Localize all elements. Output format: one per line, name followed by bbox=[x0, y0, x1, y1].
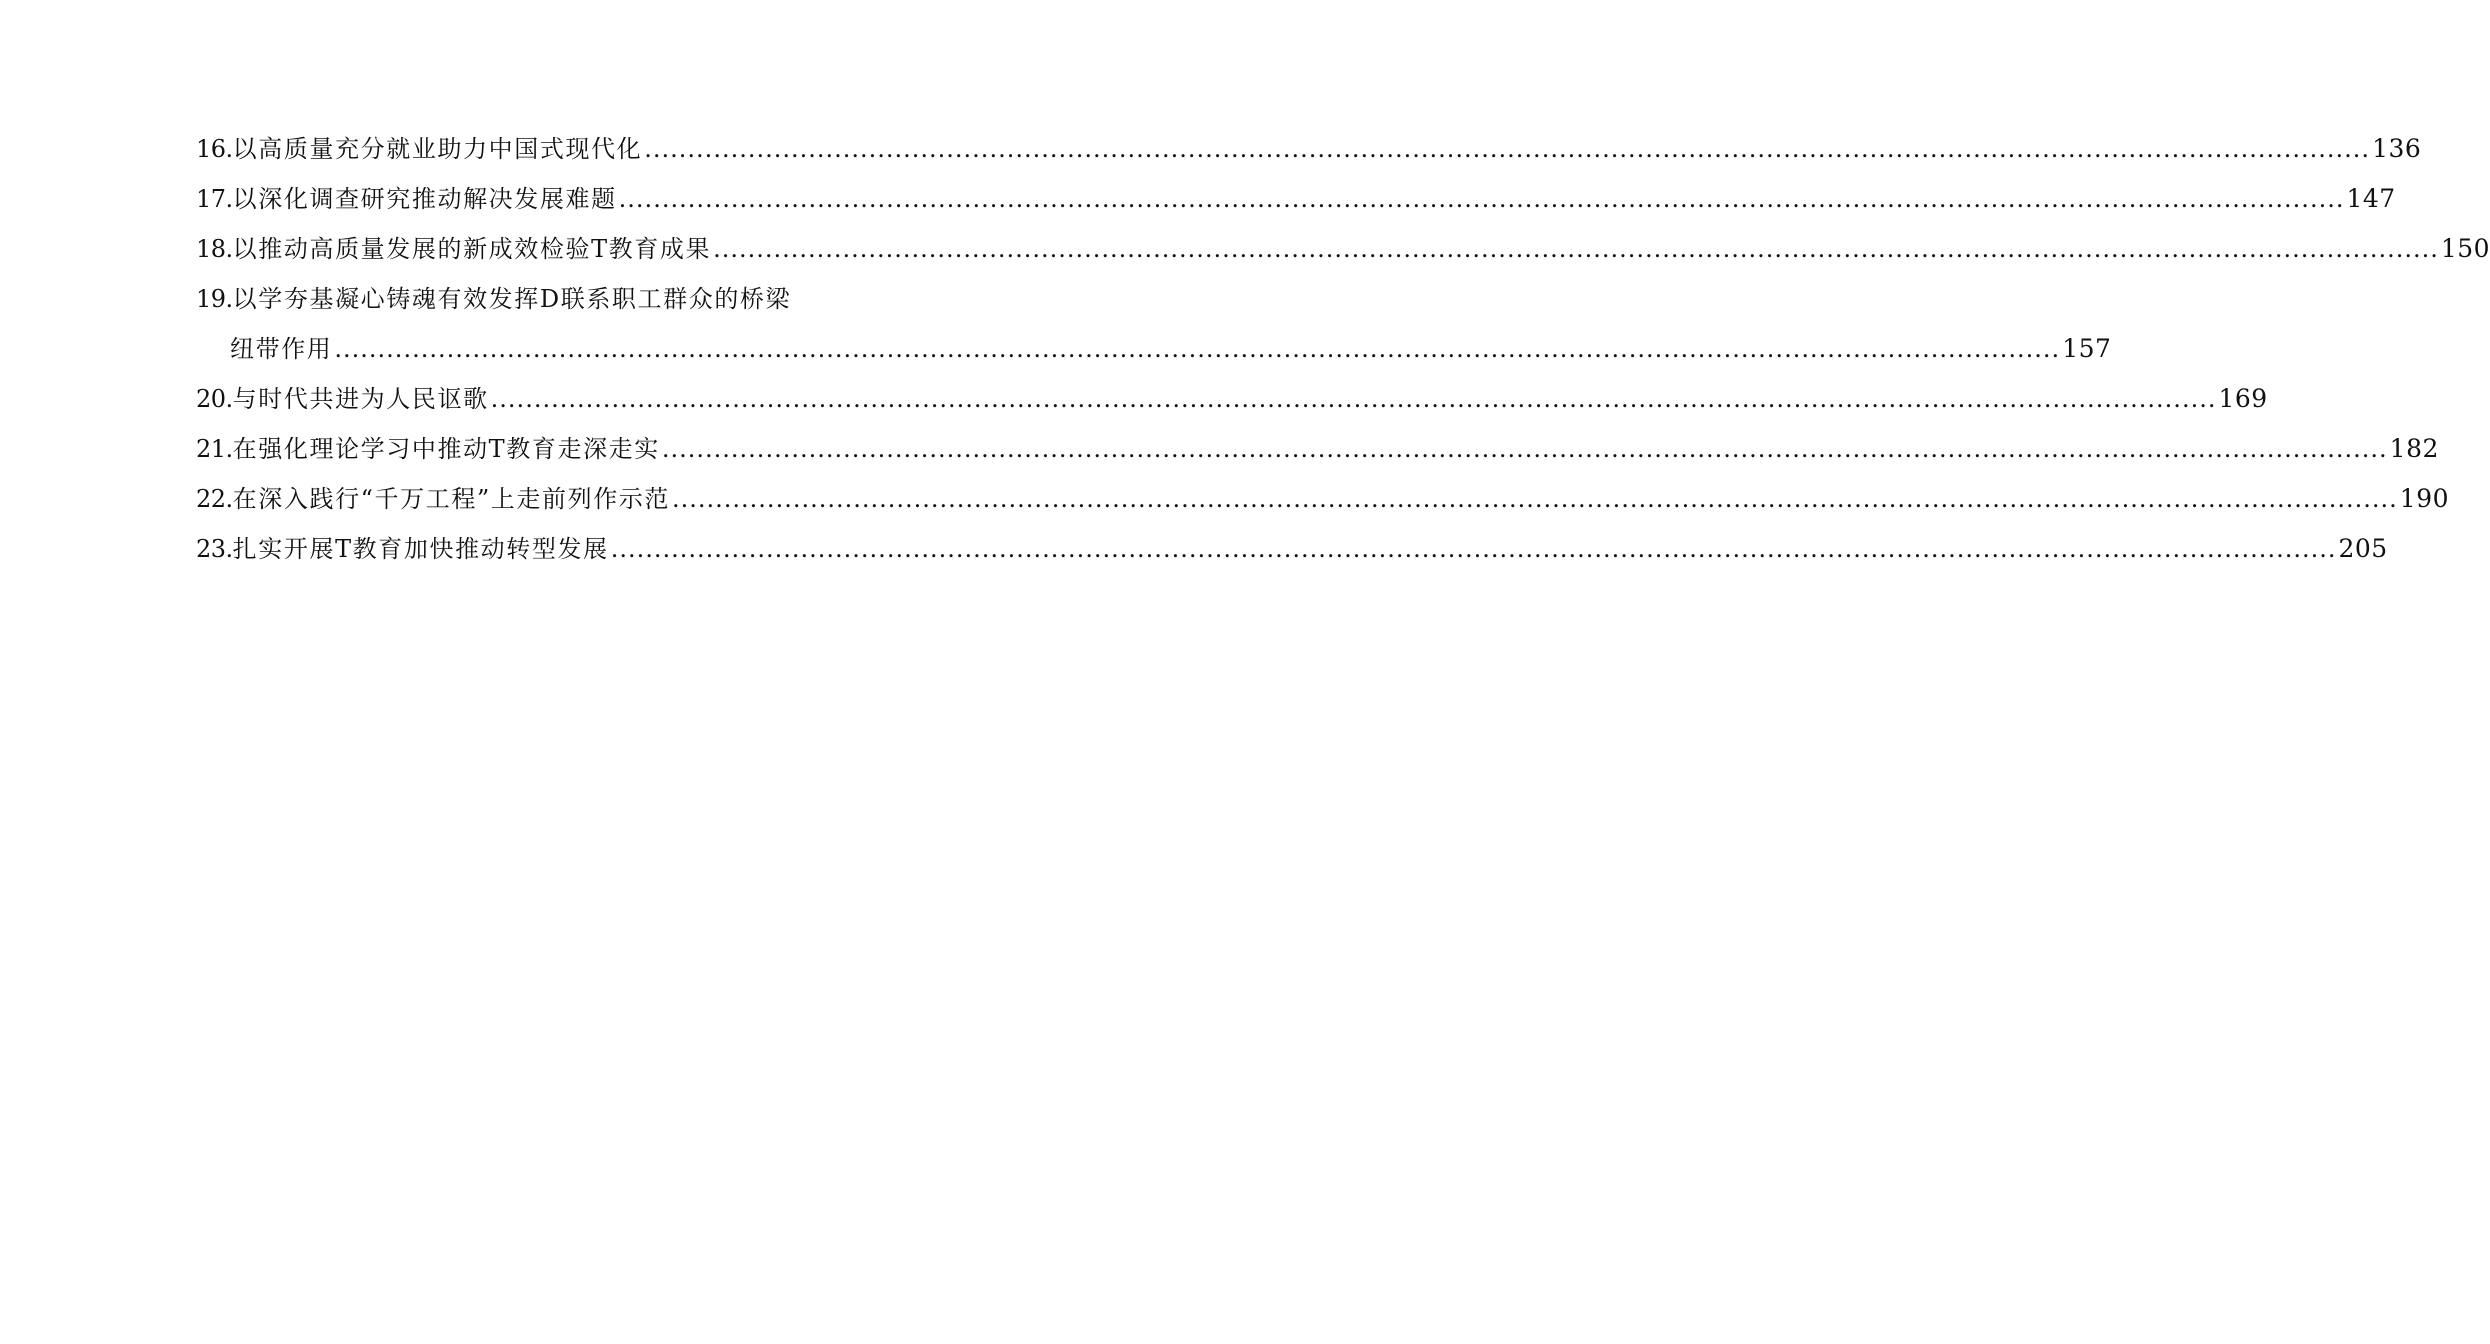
dot-leader: ........................................................................................................................................................................................................ bbox=[618, 185, 2345, 213]
toc-entry-number: 18. bbox=[196, 235, 233, 263]
toc-entry-number: 19. bbox=[196, 285, 233, 313]
toc-entry-number: 23. bbox=[196, 535, 233, 563]
dot-leader: ........................................................................................................................................................................................................ bbox=[661, 435, 2388, 463]
table-of-contents bbox=[196, 124, 2490, 574]
toc-entry-number: 16. bbox=[196, 135, 233, 163]
toc-entry-20[interactable] bbox=[196, 374, 2268, 424]
toc-entry-title: 以深化调查研究推动解决发展难题 bbox=[232, 185, 617, 213]
toc-entry-title: 以学夯基凝心铸魂有效发挥D联系职工群众的桥梁 bbox=[232, 285, 792, 313]
toc-entry-page: 136 bbox=[2372, 134, 2422, 163]
toc-entry-number: 17. bbox=[196, 185, 233, 213]
toc-entry-21[interactable] bbox=[196, 424, 2439, 474]
dot-leader: ........................................................................................................................................................................................................ bbox=[490, 385, 2217, 413]
dot-leader: ........................................................................................................................................................................................................ bbox=[334, 335, 2061, 363]
toc-entry-title: 以高质量充分就业助力中国式现代化 bbox=[232, 135, 643, 163]
toc-entry-page: 147 bbox=[2346, 184, 2396, 213]
toc-entry-number: 21. bbox=[196, 435, 233, 463]
toc-entry-title: 在强化理论学习中推动T教育走深走实 bbox=[232, 435, 660, 463]
toc-entry-16[interactable] bbox=[196, 124, 2422, 174]
toc-entry-title: 以推动高质量发展的新成效检验T教育成果 bbox=[232, 235, 712, 263]
toc-entry-17[interactable] bbox=[196, 174, 2396, 224]
toc-entry-title-continuation: 纽带作用 bbox=[230, 335, 333, 363]
toc-entry-page: 150 bbox=[2440, 234, 2490, 263]
toc-entry-19-continuation[interactable] bbox=[196, 324, 2112, 374]
dot-leader: ........................................................................................................................................................................................................ bbox=[610, 535, 2337, 563]
toc-entry-page: 169 bbox=[2218, 384, 2268, 413]
toc-entry-19[interactable] bbox=[196, 274, 805, 324]
toc-entry-title: 与时代共进为人民讴歌 bbox=[232, 385, 489, 413]
dot-leader: ........................................................................................................................................................................................................ bbox=[644, 135, 2371, 163]
toc-entry-page: 157 bbox=[2062, 334, 2112, 363]
toc-entry-page: 205 bbox=[2338, 534, 2388, 563]
toc-entry-number: 22. bbox=[196, 485, 233, 513]
toc-entry-title: 扎实开展T教育加快推动转型发展 bbox=[232, 535, 609, 563]
toc-entry-page: 190 bbox=[2399, 484, 2450, 513]
dot-leader: ........................................................................................................................................................................................................ bbox=[713, 235, 2439, 263]
dot-leader: ........................................................................................................................................................................................................ bbox=[672, 485, 2398, 513]
toc-entry-title: 在深入践行“千万工程”上走前列作示范 bbox=[232, 485, 671, 513]
toc-entry-22[interactable] bbox=[196, 474, 2450, 524]
toc-entry-page: 182 bbox=[2389, 434, 2439, 463]
toc-entry-23[interactable] bbox=[196, 524, 2388, 574]
toc-entry-18[interactable] bbox=[196, 224, 2490, 274]
toc-entry-number: 20. bbox=[196, 385, 233, 413]
